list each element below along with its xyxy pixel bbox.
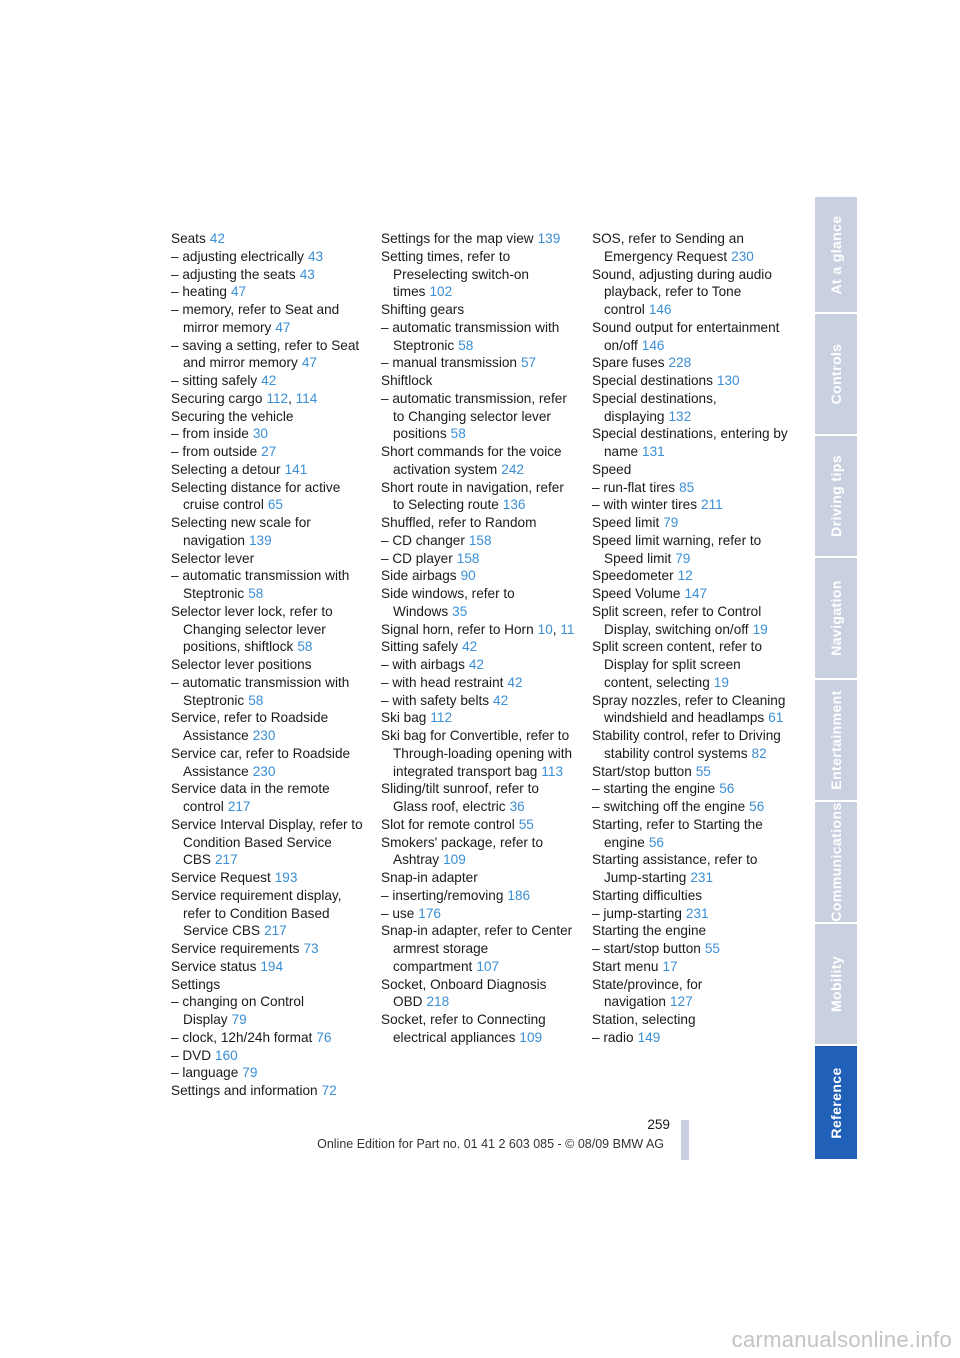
page-reference-link[interactable]: 218: [426, 994, 450, 1010]
index-entry: [381, 585, 577, 621]
page-reference-link[interactable]: 47: [301, 355, 317, 371]
index-entry: [381, 709, 577, 727]
index-entry: [592, 851, 788, 887]
page-reference-link[interactable]: 56: [648, 834, 664, 850]
index-entry: [592, 425, 788, 461]
page-reference-link[interactable]: 47: [230, 284, 247, 300]
index-entry-term: Sound, adjusting during audio playback, refer to Tone control: [592, 266, 772, 317]
page-reference-link[interactable]: 146: [641, 337, 665, 353]
index-entry-term: Settings and information: [171, 1083, 318, 1098]
page-reference-link[interactable]: 176: [418, 905, 441, 921]
index-entry-term: Snap-in adapter, refer to Center armrest storage compartment: [381, 923, 573, 974]
index-entry: Securing cargo 112, 114: [171, 390, 318, 406]
index-entry: [592, 230, 788, 266]
index-entry-term: – memory, refer to Seat and mirror memory: [171, 302, 340, 335]
tab-reference[interactable]: [815, 1046, 857, 1161]
index-entry: [381, 372, 577, 390]
index-entry-term: – automatic transmission with Steptronic: [171, 674, 350, 708]
page-reference-link[interactable]: 158: [468, 532, 492, 548]
page-reference-link[interactable]: 79: [231, 1012, 247, 1027]
index-entry-term: – radio: [592, 1029, 634, 1045]
index-entry-term: Speed: [592, 461, 632, 477]
index-entry: [381, 567, 577, 585]
index-entry: [381, 656, 577, 674]
index-entry: [171, 283, 367, 301]
page-reference-link[interactable]: 42: [209, 231, 225, 246]
index-entry-term: Shuffled, refer to Random: [381, 515, 537, 530]
index-entry: [171, 780, 367, 816]
tab-communications[interactable]: [815, 802, 857, 924]
index-entry-term: – adjusting electrically: [171, 248, 304, 264]
index-entry: [171, 372, 367, 390]
index-entry-term: Service requirements: [171, 941, 300, 956]
page-reference-link[interactable]: 136: [502, 497, 526, 513]
page-reference-link[interactable]: 55: [518, 816, 534, 832]
index-entry-term: – saving a setting, refer to Seat and mirror memory: [171, 337, 360, 371]
index-entry: [171, 674, 367, 710]
index-entry: [592, 727, 788, 763]
page-reference-link[interactable]: 217: [227, 799, 251, 814]
page-reference-link[interactable]: 139: [537, 231, 561, 246]
page-reference-link[interactable]: 217: [214, 852, 238, 868]
index-entry-term: Sound output for entertainment on/off: [592, 319, 780, 353]
index-entry-term: – DVD: [171, 1047, 212, 1063]
index-entry-term: – CD changer: [381, 532, 465, 548]
index-entry: [592, 514, 788, 532]
index-entry-term: Special destinations, entering by name: [592, 426, 788, 459]
tab-label: At a glance: [828, 214, 844, 295]
page-reference-link[interactable]: 149: [637, 1029, 661, 1045]
index-entry: [381, 834, 577, 870]
index-entry-term: Service Interval Display, refer to Condition Based Service CBS: [171, 816, 363, 868]
index-entry: [381, 248, 577, 301]
page-reference-link[interactable]: 230: [252, 763, 276, 779]
index-entry: [592, 905, 788, 923]
page-reference-link[interactable]: 35: [452, 603, 468, 619]
index-entry: [171, 443, 367, 461]
index-entry: [171, 1047, 367, 1065]
index-entry-term: – with head restraint: [381, 674, 504, 690]
index-entry-term: Socket, Onboard Diagnosis OBD: [381, 976, 547, 1010]
index-column-3: [592, 230, 788, 1047]
index-entry-term: – from outside: [171, 444, 258, 459]
index-entry-term: Special destinations, displaying: [592, 390, 717, 424]
index-entry: [381, 354, 577, 372]
index-entry: [592, 692, 788, 728]
index-entry-term: Ski bag for Convertible, refer to Through-loading opening with integrated transport bag: [381, 728, 573, 779]
index-entry: [171, 567, 367, 603]
page-reference-link[interactable]: 147: [684, 586, 708, 601]
index-entry: [592, 390, 788, 426]
index-entry-term: Shiftlock: [381, 373, 433, 388]
index-entry-term: Selector lever lock, refer to Changing selector lever positions, shiftlock: [171, 603, 333, 655]
index-entry: [381, 869, 577, 887]
page-reference-link[interactable]: 65: [267, 497, 283, 513]
index-entry: [381, 532, 577, 550]
index-entry-term: Smokers' package, refer to Ashtray: [381, 834, 544, 868]
tab-navigation[interactable]: [815, 558, 857, 680]
index-entry-term: Sliding/tilt sunroof, refer to Glass roof, electric: [381, 781, 539, 814]
index-entry: [171, 248, 367, 266]
page-reference-link[interactable]: 56: [719, 781, 735, 797]
index-entry-term: Service requirement display, refer to Condition Based Service CBS: [171, 887, 342, 939]
index-entry: [381, 727, 577, 780]
index-entry-term: – automatic transmission, refer to Changing selector lever positions: [381, 390, 567, 442]
page-reference-link[interactable]: 211: [701, 497, 723, 513]
index-entry: [592, 763, 788, 781]
index-entry-term: – with safety belts: [381, 692, 490, 708]
index-entry-term: Signal horn, refer to Horn: [381, 621, 534, 637]
footer-edition: Online Edition for Part no. 01 41 2 603 085 - © 08/09 BMW AG: [317, 1137, 664, 1151]
index-entry-term: – starting the engine: [592, 781, 716, 797]
page-reference-link[interactable]: 58: [458, 337, 474, 353]
index-entry-term: Service car, refer to Roadside Assistance: [171, 745, 351, 779]
index-column-1: [171, 230, 367, 1100]
index-entry-term: – switching off the engine: [592, 799, 746, 814]
page-reference-link[interactable]: 139: [248, 532, 272, 548]
page-reference-link[interactable]: 82: [751, 745, 767, 761]
page-reference-link[interactable]: 19: [713, 674, 729, 690]
index-entry-term: Short route in navigation, refer to Selecting route: [381, 479, 564, 513]
index-entry-term: Selector lever positions: [171, 657, 312, 672]
index-entry: [171, 408, 367, 426]
tab-label: Reference: [828, 1066, 844, 1139]
page-reference-link[interactable]: 132: [668, 408, 692, 424]
index-entry-term: Starting the engine: [592, 923, 707, 939]
index-entry: [171, 230, 367, 248]
page-reference-link[interactable]: 73: [303, 941, 319, 956]
index-entry: [171, 461, 367, 479]
page-reference-link[interactable]: 17: [662, 958, 678, 974]
page-reference-link[interactable]: 58: [248, 586, 264, 601]
index-entry: [592, 1029, 788, 1047]
index-entry-term: Slot for remote control: [381, 816, 515, 832]
index-entry: [171, 887, 367, 940]
index-entry: [592, 603, 788, 639]
index-entry-term: Speed limit warning, refer to Speed limit: [592, 532, 762, 566]
index-entry: [171, 1082, 367, 1100]
index-entry-term: Selecting new scale for navigation: [171, 515, 311, 548]
index-entry-term: Speedometer: [592, 568, 674, 584]
page-reference-link[interactable]: 76: [316, 1029, 332, 1045]
index-entry: [171, 940, 367, 958]
page-reference-link[interactable]: 58: [297, 639, 313, 655]
page-reference-link[interactable]: 109: [519, 1029, 543, 1045]
index-entry: [592, 958, 788, 976]
index-entry: [381, 816, 577, 834]
section-tabs: [815, 197, 857, 1161]
index-entry-term: – jump-starting: [592, 905, 682, 921]
watermark: carmanualsonline.info: [731, 1327, 952, 1352]
page-reference-link[interactable]: 61: [768, 710, 784, 726]
page-reference-link[interactable]: 36: [509, 799, 525, 814]
page-reference-link[interactable]: 90: [460, 568, 476, 584]
index-entry: [171, 976, 367, 994]
index-entry-term: Securing cargo: [171, 390, 263, 406]
index-entry: [381, 887, 577, 905]
index-entry-term: – with winter tires: [592, 497, 698, 513]
index-entry-term: Snap-in adapter: [381, 870, 478, 885]
page-reference-link[interactable]: 58: [248, 692, 264, 708]
index-entry: [381, 443, 577, 479]
page-reference-link[interactable]: 217: [264, 923, 287, 939]
index-entry-term: – from inside: [171, 426, 249, 442]
index-entry-term: Seats: [171, 231, 206, 246]
page-reference-link[interactable]: 57: [521, 355, 537, 371]
index-entry-term: – adjusting the seats: [171, 266, 296, 282]
index-entry-term: – language: [171, 1065, 239, 1081]
page-reference-link[interactable]: 146: [648, 302, 672, 317]
index-entry: [381, 301, 577, 319]
tab-label: Driving tips: [828, 455, 844, 537]
page-reference-link[interactable]: 42: [493, 692, 509, 708]
index-entry-term: Service data in the remote control: [171, 781, 330, 814]
index-entry-term: Start menu: [592, 958, 659, 974]
index-entry: [171, 869, 367, 887]
index-entry-term: – manual transmission: [381, 355, 517, 371]
index-entry-term: Spare fuses: [592, 355, 665, 371]
page-reference-link[interactable]: 85: [679, 479, 695, 495]
page-number: 259: [647, 1117, 670, 1132]
index-entry-term: – use: [381, 905, 415, 921]
tab-controls[interactable]: [815, 314, 857, 436]
tab-label: Controls: [828, 343, 844, 405]
index-entry: [592, 922, 788, 940]
page-reference-link[interactable]: 231: [690, 870, 714, 885]
page-reference-link[interactable]: 79: [663, 515, 679, 530]
page-reference-link[interactable]: 58: [450, 426, 466, 442]
index-entry: [381, 1011, 577, 1047]
index-entry: [381, 674, 577, 692]
page-reference-link[interactable]: 230: [731, 248, 754, 264]
page-reference-link[interactable]: 102: [429, 284, 453, 300]
index-entry: [171, 1029, 367, 1047]
index-entry-term: Service, refer to Roadside Assistance: [171, 710, 329, 743]
index-entry: [171, 603, 367, 656]
index-entry-term: Station, selecting: [592, 1012, 696, 1027]
index-entry: [381, 550, 577, 568]
index-entry: [381, 514, 577, 532]
page-reference-link[interactable]: 42: [261, 373, 277, 388]
page-reference-link[interactable]: 130: [716, 373, 740, 388]
page-reference-link[interactable]: 114: [295, 390, 318, 406]
index-entry-term: Selecting distance for active cruise control: [171, 479, 341, 513]
page-reference-link[interactable]: 27: [261, 444, 277, 459]
index-entry-term: Starting assistance, refer to Jump-starting: [592, 852, 758, 885]
index-entry-term: – automatic transmission with Steptronic: [381, 319, 560, 353]
index-entry: [592, 780, 788, 798]
page-reference-link[interactable]: 42: [468, 657, 484, 672]
index-entry: [592, 461, 788, 479]
index-entry: [381, 692, 577, 710]
index-entry: Signal horn, refer to Horn 10, 11: [381, 621, 575, 637]
index-entry-term: – changing on Control Display: [171, 994, 305, 1027]
index-entry-term: Service status: [171, 958, 257, 974]
index-entry: [592, 479, 788, 497]
index-entry-term: Special destinations: [592, 373, 713, 388]
index-entry-term: Starting, refer to Starting the engine: [592, 816, 763, 850]
index-entry-term: – sitting safely: [171, 373, 258, 388]
index-entry: [592, 532, 788, 568]
page-reference-link[interactable]: 109: [443, 852, 466, 868]
index-entry: [592, 496, 788, 514]
index-entry: [171, 337, 367, 373]
index-entry-term: Selecting a detour: [171, 461, 281, 477]
index-entry: [171, 550, 367, 568]
page-reference-link[interactable]: 79: [675, 550, 691, 566]
index-entry-term: Selector lever: [171, 550, 255, 566]
index-entry-term: Split screen content, refer to Display for split screen content, selecting: [592, 639, 763, 690]
index-entry: [171, 709, 367, 745]
page-reference-link[interactable]: 43: [307, 248, 324, 264]
page-reference-link[interactable]: 112: [266, 390, 289, 406]
index-entry-term: – with airbags: [381, 657, 465, 672]
page-reference-link[interactable]: 228: [668, 355, 692, 371]
index-entry: [592, 585, 788, 603]
index-entry-term: – start/stop button: [592, 941, 701, 956]
page-reference-link[interactable]: 127: [669, 994, 693, 1010]
index-entry: [381, 390, 577, 443]
index-entry: [592, 976, 788, 1012]
page-reference-link[interactable]: 231: [685, 905, 709, 921]
index-entry: [171, 301, 367, 337]
index-entry: [381, 780, 577, 816]
index-entry: [592, 354, 788, 372]
index-entry: [381, 319, 577, 355]
index-entry-term: Socket, refer to Connecting electrical appliances: [381, 1012, 546, 1045]
index-entry: [381, 922, 577, 975]
index-entry-term: Settings for the map view: [381, 231, 534, 246]
index-entry: [171, 425, 367, 443]
index-entry-term: Speed limit: [592, 515, 660, 530]
page-reference-link[interactable]: 47: [275, 319, 291, 335]
page-reference-link[interactable]: 43: [299, 266, 315, 282]
index-entry: [592, 266, 788, 319]
page-reference-link[interactable]: 30: [252, 426, 268, 442]
index-entry-term: Split screen, refer to Control Display, switching on/off: [592, 603, 762, 637]
index-entry-term: Stability control, refer to Driving stability control systems: [592, 728, 781, 761]
page-reference-link[interactable]: 131: [642, 444, 665, 459]
tab-label: Communications: [828, 802, 844, 922]
index-entry: [171, 745, 367, 781]
index-entry-term: Sitting safely: [381, 639, 459, 655]
index-entry-term: State/province, for navigation: [592, 976, 703, 1010]
page-reference-link[interactable]: 72: [321, 1083, 337, 1098]
index-entry-term: Short commands for the voice activation system: [381, 444, 562, 477]
page-reference-link[interactable]: 107: [476, 958, 500, 974]
page-reference-link[interactable]: 242: [501, 461, 524, 477]
tab-label: Navigation: [828, 580, 844, 656]
page-reference-link[interactable]: 10: [537, 621, 553, 637]
index-entry-term: Service Request: [171, 870, 271, 885]
index-entry-term: Starting difficulties: [592, 887, 703, 903]
index-entry: [171, 958, 367, 976]
index-entry: [171, 656, 367, 674]
index-entry: [592, 372, 788, 390]
index-entry: [592, 1011, 788, 1029]
index-entry: [171, 1064, 367, 1082]
index-entry: [171, 266, 367, 284]
page-reference-link[interactable]: 112: [430, 710, 453, 726]
index-entry-term: SOS, refer to Sending an Emergency Request: [592, 231, 744, 264]
tab-at-a-glance[interactable]: [815, 197, 857, 314]
tab-label: Entertainment: [828, 690, 844, 790]
tab-mobility[interactable]: [815, 924, 857, 1046]
index-entry: [592, 887, 788, 905]
page-reference-link[interactable]: 141: [284, 461, 308, 477]
index-entry: [381, 905, 577, 923]
page-reference-link[interactable]: 158: [456, 550, 480, 566]
index-entry: [592, 319, 788, 355]
page-reference-link[interactable]: 230: [252, 728, 276, 743]
index-entry: [171, 479, 367, 515]
page-marker: [681, 1120, 689, 1160]
index-entry-term: Setting times, refer to Preselecting switch-on times: [381, 248, 529, 300]
page-reference-link[interactable]: 193: [274, 870, 298, 885]
index-entry-term: – clock, 12h/24h format: [171, 1029, 313, 1045]
page-reference-link[interactable]: 55: [704, 941, 720, 956]
tab-entertainment[interactable]: [815, 680, 857, 802]
index-entry: [592, 567, 788, 585]
index-entry: [592, 798, 788, 816]
index-entry: [381, 638, 577, 656]
index-entry: [592, 816, 788, 852]
index-entry-term: – CD player: [381, 550, 453, 566]
index-entry-term: Ski bag: [381, 710, 427, 726]
index-entry-term: Side airbags: [381, 568, 457, 584]
page-reference-link[interactable]: 12: [677, 568, 693, 584]
index-entry-term: Start/stop button: [592, 763, 692, 779]
index-entry-term: – inserting/removing: [381, 887, 504, 903]
index-entry: [171, 993, 367, 1029]
tab-driving-tips[interactable]: [815, 436, 857, 558]
index-entry-term: – automatic transmission with Steptronic: [171, 568, 350, 601]
page-reference-link[interactable]: 42: [507, 674, 523, 690]
page-reference-link[interactable]: 79: [242, 1065, 258, 1081]
index-entry-term: Spray nozzles, refer to Cleaning windshield and headlamps: [592, 692, 786, 726]
index-entry: [171, 816, 367, 869]
index-entry-term: – run-flat tires: [592, 479, 676, 495]
index-entry: [381, 479, 577, 515]
page-reference-link[interactable]: 56: [749, 799, 765, 814]
page-reference-link[interactable]: 42: [462, 639, 478, 655]
page-reference-link[interactable]: 194: [260, 958, 284, 974]
page-reference-link[interactable]: 19: [752, 621, 768, 637]
index-entry-term: Settings: [171, 976, 221, 992]
index-entry: [381, 976, 577, 1012]
tab-label: Mobility: [828, 955, 844, 1013]
index-entry-term: Shifting gears: [381, 302, 465, 317]
index-entry-term: – heating: [171, 284, 227, 300]
page-reference-link[interactable]: 11: [560, 621, 575, 637]
page-reference-link[interactable]: 55: [695, 763, 711, 779]
index-entry: [381, 230, 577, 248]
index-column-2: [381, 230, 577, 1047]
page-reference-link[interactable]: 160: [215, 1047, 238, 1063]
index-entry-term: Securing the vehicle: [171, 408, 294, 424]
page-reference-link[interactable]: 113: [541, 763, 564, 779]
index-entry-term: Speed Volume: [592, 586, 681, 601]
index-entry: [592, 940, 788, 958]
index-entry-term: Side windows, refer to Windows: [381, 586, 515, 619]
index-entry: [592, 638, 788, 691]
page-reference-link[interactable]: 186: [507, 887, 531, 903]
index-entry: [171, 514, 367, 550]
